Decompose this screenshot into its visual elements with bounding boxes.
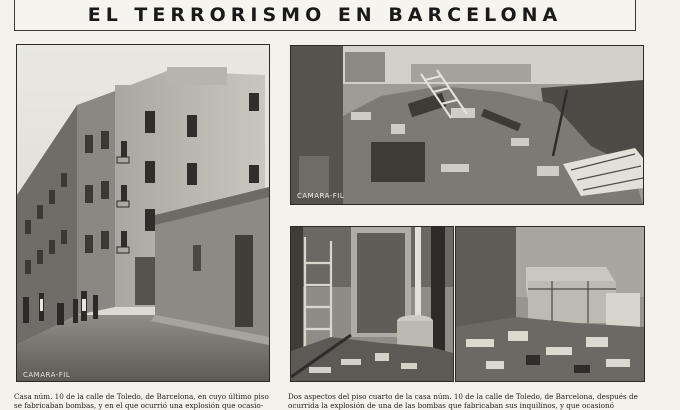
left-caption: Casa núm. 10 de la calle de Toledo, de Barcelona, en cuyo último piso se fabricaban bombas, y en el que ocurrió una explosión que ocasio- [14, 392, 269, 410]
rubble-photo [290, 45, 644, 205]
trunk-photo-image [456, 227, 644, 381]
headline: EL TERRORISMO EN BARCELONA [14, 0, 636, 31]
street-photo-image [17, 45, 269, 381]
rubble-photo-image [291, 46, 643, 204]
bedroom-photo-image [291, 227, 453, 381]
rubble-photo-credit: CAMARA-FIL [297, 192, 345, 200]
right-caption: Dos aspectos del piso cuarto de la casa núm. 10 de la calle de Toledo, de Barcelona, después de ocurrida la explosión de una de las bombas que fabricaban sus inquilinos, y que ocasionó [288, 392, 638, 410]
bedroom-photo [290, 226, 454, 382]
street-photo [16, 44, 270, 382]
trunk-photo [455, 226, 645, 382]
street-photo-credit: CAMARA-FIL [23, 371, 71, 379]
